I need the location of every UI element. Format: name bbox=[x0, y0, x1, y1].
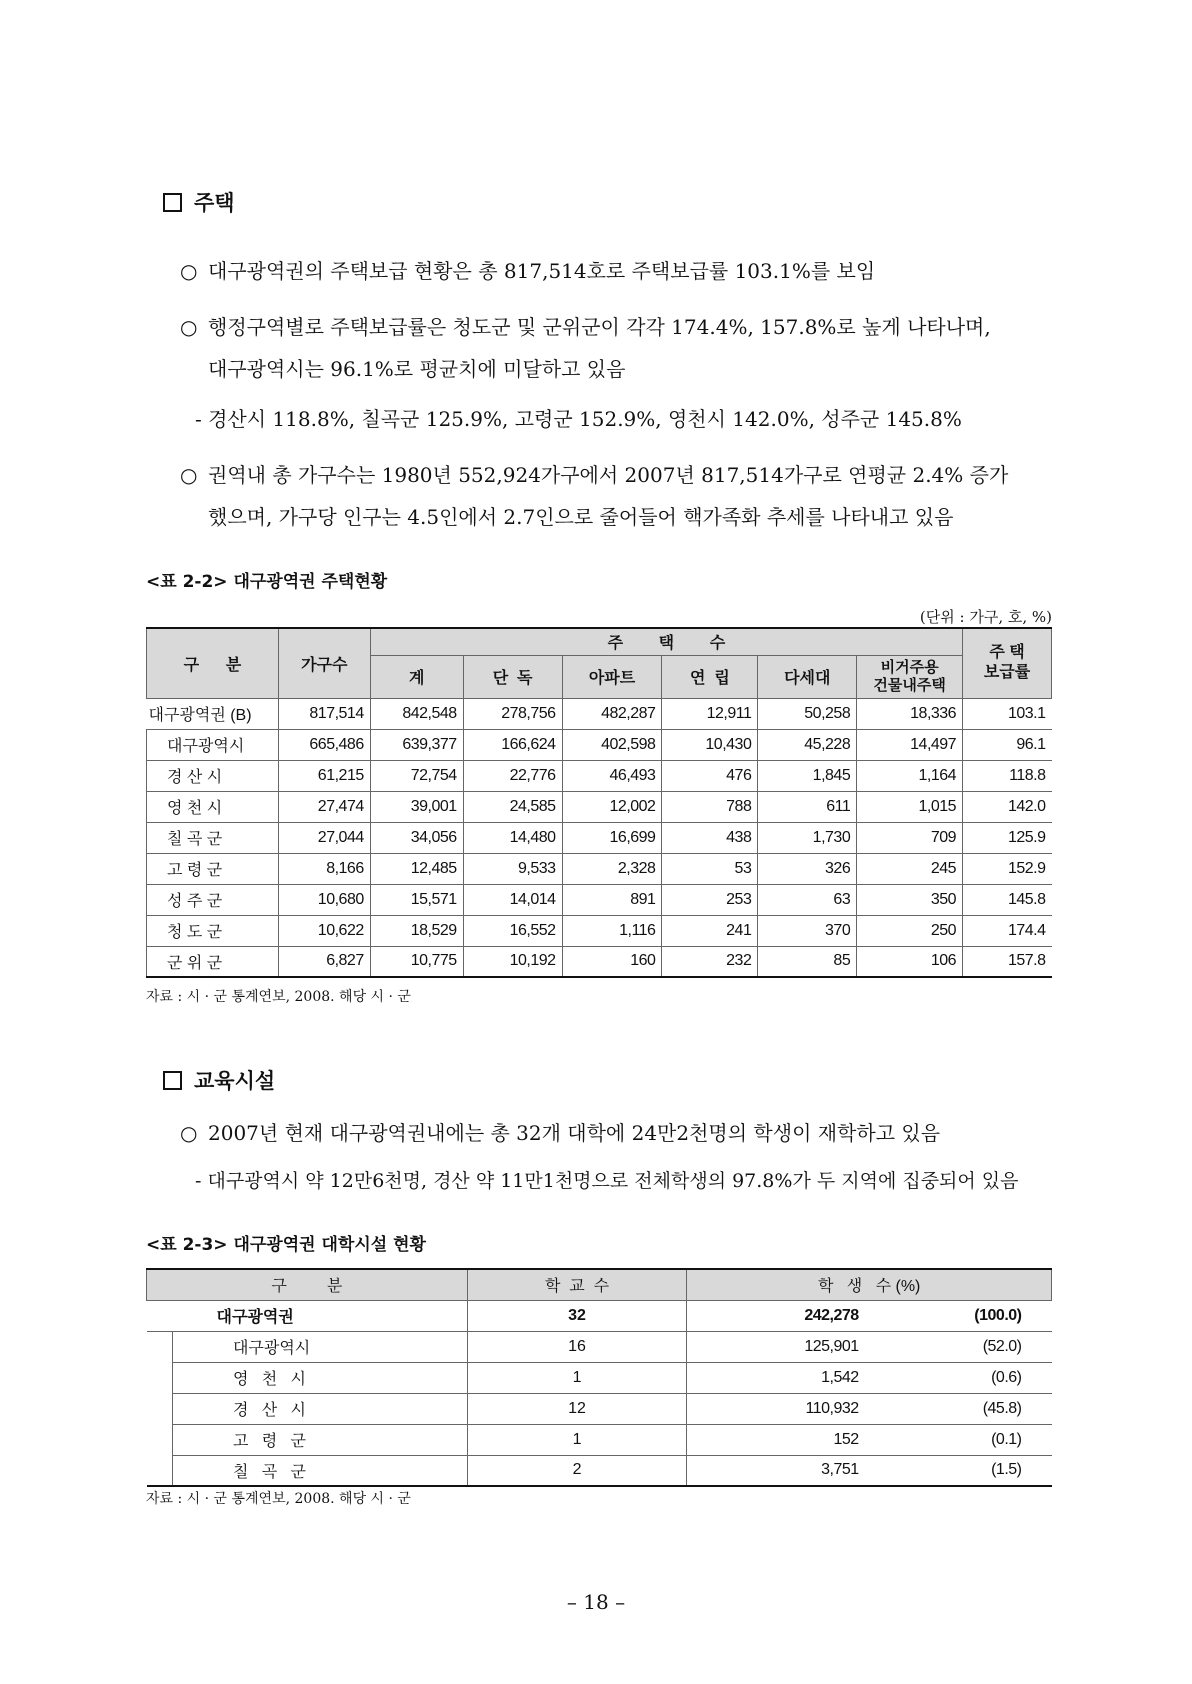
table-cell: 12,002 bbox=[562, 791, 662, 822]
row-label: 경 산 시 bbox=[172, 1393, 467, 1424]
table-cell: 788 bbox=[662, 791, 758, 822]
table-cell: 53 bbox=[662, 853, 758, 884]
table-caption-2-3: <표 2-3> 대구광역권 대학시설 현황 bbox=[146, 1235, 426, 1255]
bullet-households bbox=[180, 454, 1060, 538]
table-row bbox=[147, 884, 1052, 915]
table-cell: 14,480 bbox=[463, 822, 562, 853]
bullet-text: 2007년 현재 대구광역권내에는 총 32개 대학에 24만2천명의 학생이 재학하고 있음 bbox=[208, 1121, 941, 1145]
table-cell: 253 bbox=[662, 884, 758, 915]
table-cell: 12,485 bbox=[370, 853, 463, 884]
indent-cell bbox=[147, 1393, 173, 1424]
checkbox-square-icon bbox=[163, 193, 182, 212]
table-cell: (0.1) bbox=[867, 1424, 1052, 1455]
row-label: 영 천 시 bbox=[172, 1362, 467, 1393]
table-row bbox=[147, 853, 1052, 884]
table-cell: 85 bbox=[758, 946, 857, 977]
table-cell: 22,776 bbox=[463, 760, 562, 791]
header-schools: 학 교 수 bbox=[467, 1269, 687, 1300]
table-cell: 232 bbox=[662, 946, 758, 977]
table-cell: 709 bbox=[857, 822, 963, 853]
row-label: 영 천 시 bbox=[147, 791, 279, 822]
table-cell: (45.8) bbox=[867, 1393, 1052, 1424]
table-cell: 106 bbox=[857, 946, 963, 977]
table-cell: 157.8 bbox=[963, 946, 1052, 977]
table-cell: 1,015 bbox=[857, 791, 963, 822]
dash-housing-rates: - 경산시 118.8%, 칠곡군 125.9%, 고령군 152.9%, 영천시 142.0%, 성주군 145.8% bbox=[195, 407, 962, 431]
table-cell: 611 bbox=[758, 791, 857, 822]
table-cell: 817,514 bbox=[278, 698, 370, 729]
table-cell: 2 bbox=[467, 1455, 687, 1486]
table-cell: 63 bbox=[758, 884, 857, 915]
table-cell: 142.0 bbox=[963, 791, 1052, 822]
table-cell: 9,533 bbox=[463, 853, 562, 884]
row-label: 대구광역권 (B) bbox=[147, 698, 279, 729]
header-supply-rate: 주 택 보급률 bbox=[963, 628, 1052, 698]
table-cell: 14,014 bbox=[463, 884, 562, 915]
table-cell: 160 bbox=[562, 946, 662, 977]
table-cell: 46,493 bbox=[562, 760, 662, 791]
bullet-text: 행정구역별로 주택보급률은 청도군 및 군위군이 각각 174.4%, 157.8%로 높게 나타나며, bbox=[208, 315, 991, 339]
header-rowhouse: 연 립 bbox=[662, 655, 758, 698]
table-row bbox=[147, 946, 1052, 977]
table-cell: 476 bbox=[662, 760, 758, 791]
table-cell: 350 bbox=[857, 884, 963, 915]
table-cell: 45,228 bbox=[758, 729, 857, 760]
table-row bbox=[147, 1393, 1052, 1424]
table-cell: 39,001 bbox=[370, 791, 463, 822]
section-heading-education bbox=[163, 1065, 275, 1095]
table-cell: 145.8 bbox=[963, 884, 1052, 915]
table-cell: 241 bbox=[662, 915, 758, 946]
table-cell: 278,756 bbox=[463, 698, 562, 729]
page-number: – 18 – bbox=[566, 1590, 626, 1614]
table-cell: 438 bbox=[662, 822, 758, 853]
table-cell: 242,278 bbox=[687, 1300, 867, 1331]
indent-cell bbox=[147, 1424, 173, 1455]
table-cell: 14,497 bbox=[857, 729, 963, 760]
header-total: 계 bbox=[370, 655, 463, 698]
table-cell: 166,624 bbox=[463, 729, 562, 760]
bullet-text: 권역내 총 가구수는 1980년 552,924가구에서 2007년 817,514가구로 연평균 2.4% 증가 bbox=[208, 463, 1009, 487]
table-cell: 152 bbox=[687, 1424, 867, 1455]
table-cell: 16,699 bbox=[562, 822, 662, 853]
table-source-2-3: 자료 : 시 · 군 통계연보, 2008. 해당 시 · 군 bbox=[146, 1491, 411, 1507]
bullet-housing-district bbox=[180, 306, 1060, 390]
table-row bbox=[147, 729, 1052, 760]
row-label: 칠 곡 군 bbox=[172, 1455, 467, 1486]
table-cell: 125.9 bbox=[963, 822, 1052, 853]
table-row bbox=[147, 1331, 1052, 1362]
header-multiplex: 다세대 bbox=[758, 655, 857, 698]
table-cell: 1,116 bbox=[562, 915, 662, 946]
table-cell: 482,287 bbox=[562, 698, 662, 729]
row-label: 대구광역시 bbox=[147, 729, 279, 760]
table-cell: 103.1 bbox=[963, 698, 1052, 729]
table-university-status bbox=[146, 1268, 1052, 1487]
table-cell: 8,166 bbox=[278, 853, 370, 884]
header-students: 학 생 수 (%) bbox=[687, 1269, 1052, 1300]
bullet-circle-icon: ○ bbox=[180, 1121, 198, 1145]
table-cell: 34,056 bbox=[370, 822, 463, 853]
table-cell: 10,430 bbox=[662, 729, 758, 760]
table-row bbox=[147, 791, 1052, 822]
table-cell: 842,548 bbox=[370, 698, 463, 729]
table-row bbox=[147, 1300, 1052, 1331]
bullet-circle-icon: ○ bbox=[180, 259, 198, 283]
table-cell: 125,901 bbox=[687, 1331, 867, 1362]
header-gubun: 구 분 bbox=[147, 628, 279, 698]
bullet-text: 대구광역권의 주택보급 현황은 총 817,514호로 주택보급률 103.1%를 보임 bbox=[208, 259, 876, 283]
table-cell: 639,377 bbox=[370, 729, 463, 760]
bullet-circle-icon: ○ bbox=[180, 315, 198, 339]
row-label: 청 도 군 bbox=[147, 915, 279, 946]
row-label: 성 주 군 bbox=[147, 884, 279, 915]
table-cell: 12 bbox=[467, 1393, 687, 1424]
table-row bbox=[147, 1455, 1052, 1486]
table-cell: (100.0) bbox=[867, 1300, 1052, 1331]
bullet-circle-icon: ○ bbox=[180, 463, 198, 487]
table-cell: 174.4 bbox=[963, 915, 1052, 946]
table-unit-2-2: (단위 : 가구, 호, %) bbox=[919, 608, 1052, 626]
header-nonresidential: 비거주용 건물내주택 bbox=[857, 655, 963, 698]
header-households: 가구수 bbox=[278, 628, 370, 698]
table-cell: 1 bbox=[467, 1424, 687, 1455]
table-row bbox=[147, 822, 1052, 853]
row-label: 고 령 군 bbox=[147, 853, 279, 884]
table-cell: 3,751 bbox=[687, 1455, 867, 1486]
table-cell: 24,585 bbox=[463, 791, 562, 822]
table-cell: 10,680 bbox=[278, 884, 370, 915]
table-source-2-2: 자료 : 시 · 군 통계연보, 2008. 해당 시 · 군 bbox=[146, 989, 411, 1005]
table-cell: 18,336 bbox=[857, 698, 963, 729]
table-cell: 10,622 bbox=[278, 915, 370, 946]
table-cell: 10,775 bbox=[370, 946, 463, 977]
table-row bbox=[147, 760, 1052, 791]
table-cell: 2,328 bbox=[562, 853, 662, 884]
dash-student-concentration: - 대구광역시 약 12만6천명, 경산 약 11만1천명으로 전체학생의 97.8%가 두 지역에 집중되어 있음 bbox=[195, 1170, 1019, 1192]
table-cell: 10,192 bbox=[463, 946, 562, 977]
checkbox-square-icon bbox=[163, 1071, 182, 1090]
table-cell: 1 bbox=[467, 1362, 687, 1393]
header-apartment: 아파트 bbox=[562, 655, 662, 698]
table-cell: 1,164 bbox=[857, 760, 963, 791]
table-row bbox=[147, 1362, 1052, 1393]
table-cell: 16 bbox=[467, 1331, 687, 1362]
table-row bbox=[147, 698, 1052, 729]
bullet-universities bbox=[180, 1112, 1060, 1154]
section-title-housing: 주택 bbox=[194, 190, 235, 215]
table-cell: 18,529 bbox=[370, 915, 463, 946]
row-label: 군 위 군 bbox=[147, 946, 279, 977]
header-detached: 단 독 bbox=[463, 655, 562, 698]
row-label: 대구광역권 bbox=[147, 1300, 468, 1331]
table-cell: 27,474 bbox=[278, 791, 370, 822]
bullet-text-cont: 대구광역시는 96.1%로 평균치에 미달하고 있음 bbox=[208, 357, 626, 381]
table-cell: 16,552 bbox=[463, 915, 562, 946]
table-cell: 15,571 bbox=[370, 884, 463, 915]
table-cell: 245 bbox=[857, 853, 963, 884]
table-cell: (52.0) bbox=[867, 1331, 1052, 1362]
table-cell: 250 bbox=[857, 915, 963, 946]
table-housing-status bbox=[146, 627, 1052, 978]
indent-cell bbox=[147, 1455, 173, 1486]
table-cell: 1,542 bbox=[687, 1362, 867, 1393]
table-cell: 27,044 bbox=[278, 822, 370, 853]
table-cell: 665,486 bbox=[278, 729, 370, 760]
table-cell: 1,845 bbox=[758, 760, 857, 791]
table-cell: 370 bbox=[758, 915, 857, 946]
table-row bbox=[147, 1424, 1052, 1455]
row-label: 경 산 시 bbox=[147, 760, 279, 791]
row-label: 고 령 군 bbox=[172, 1424, 467, 1455]
table-cell: 6,827 bbox=[278, 946, 370, 977]
section-heading-housing bbox=[163, 187, 235, 217]
section-title-education: 교육시설 bbox=[194, 1068, 276, 1093]
table-cell: 326 bbox=[758, 853, 857, 884]
indent-cell bbox=[147, 1331, 173, 1362]
bullet-housing-supply bbox=[180, 250, 1060, 292]
table-cell: 12,911 bbox=[662, 698, 758, 729]
table-cell: 118.8 bbox=[963, 760, 1052, 791]
row-label: 칠 곡 군 bbox=[147, 822, 279, 853]
table-cell: 32 bbox=[467, 1300, 687, 1331]
header-housing-count: 주 택 수 bbox=[370, 628, 962, 655]
indent-cell bbox=[147, 1362, 173, 1393]
header-gubun: 구 분 bbox=[147, 1269, 468, 1300]
table-cell: 61,215 bbox=[278, 760, 370, 791]
table-cell: 891 bbox=[562, 884, 662, 915]
table-caption-2-2: <표 2-2> 대구광역권 주택현황 bbox=[146, 572, 388, 592]
table-row bbox=[147, 915, 1052, 946]
table-cell: 72,754 bbox=[370, 760, 463, 791]
bullet-text-cont: 했으며, 가구당 인구는 4.5인에서 2.7인으로 줄어들어 핵가족화 추세를 나타내고 있음 bbox=[208, 505, 954, 529]
table-cell: (0.6) bbox=[867, 1362, 1052, 1393]
table-cell: (1.5) bbox=[867, 1455, 1052, 1486]
table-cell: 110,932 bbox=[687, 1393, 867, 1424]
table-cell: 50,258 bbox=[758, 698, 857, 729]
row-label: 대구광역시 bbox=[172, 1331, 467, 1362]
table-cell: 96.1 bbox=[963, 729, 1052, 760]
table-cell: 402,598 bbox=[562, 729, 662, 760]
table-cell: 1,730 bbox=[758, 822, 857, 853]
table-cell: 152.9 bbox=[963, 853, 1052, 884]
